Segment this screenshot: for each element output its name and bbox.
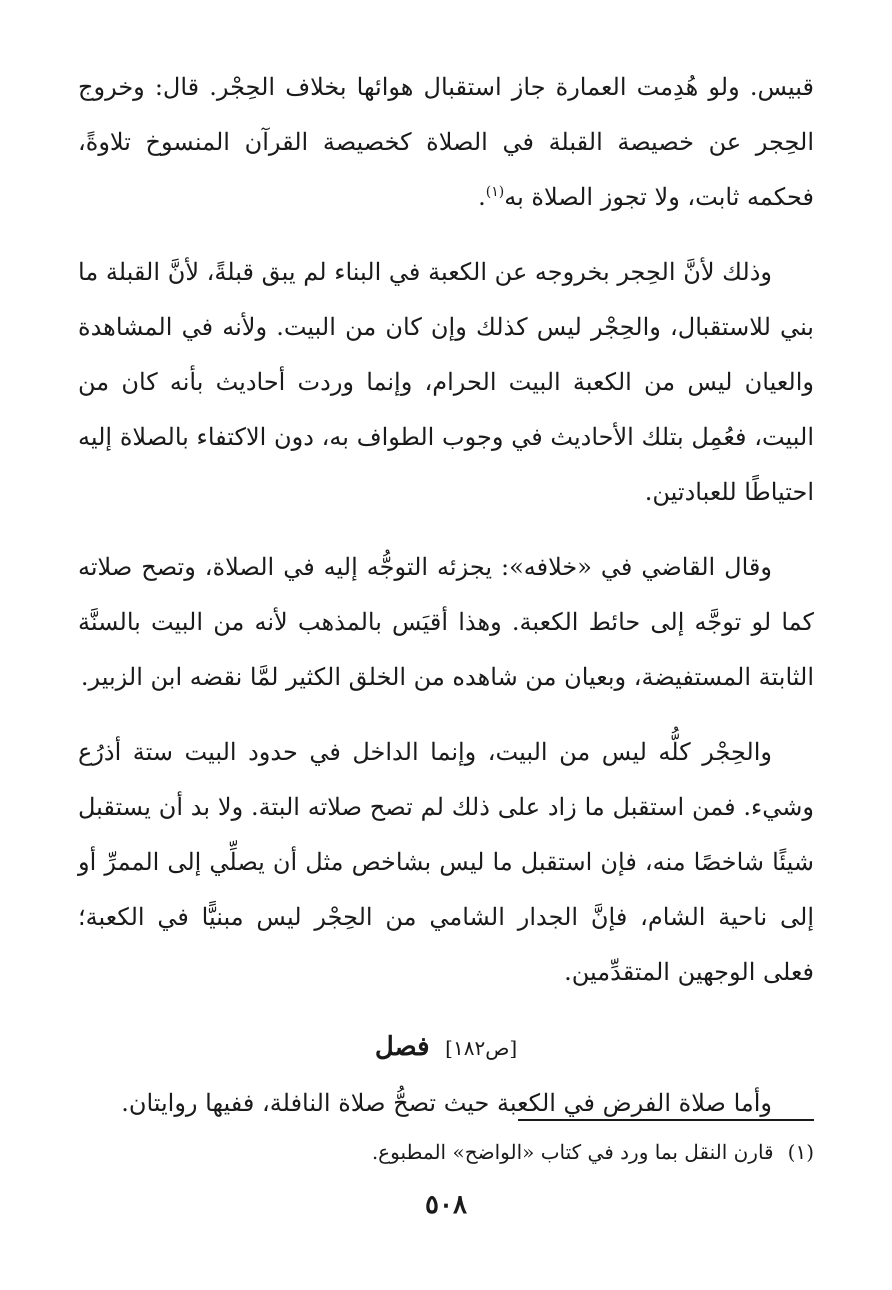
page-number: ٥٠٨ (425, 1190, 467, 1220)
paragraph-1 (78, 60, 814, 225)
paragraph-2: وذلك لأنَّ الحِجر بخروجه عن الكعبة في البناء لم يبق قبلةً، لأنَّ القبلة ما بني للاستقبال، والحِجْر ليس كذلك وإن كان من البيت. ولأنه في المشاهدة والعيان ليس من الكعبة البيت الحرام، وإنما وردت أحاديث بأنه كان من البيت، فعُمِل بتلك الأحاديث في وجوب الطواف به، دون الاكتفاء بالصلاة إليه احتياطًا للعبادتين. (78, 258, 814, 506)
page-reference: [ص١٨٢] (445, 1036, 518, 1060)
page-body (78, 60, 814, 1131)
footnote (78, 1135, 814, 1169)
paragraph-3: وقال القاضي في «خلافه»: يجزئه التوجُّه إليه في الصلاة، وتصح صلاته كما لو توجَّه إلى حائط الكعبة. وهذا أقيَس بالمذهب لأنه من البيت بالسنَّة الثابتة المستفيضة، وبعيان من شاهده من الخلق الكثير لمَّا نقضه ابن الزبير. (78, 553, 814, 691)
footnote-number: (١) (787, 1140, 814, 1164)
paragraph-5: وأما صلاة الفرض في الكعبة حيث تصحُّ صلاة النافلة، ففيها روايتان. (121, 1089, 772, 1117)
footnote-divider (518, 1119, 814, 1121)
section-title: فصل (374, 1032, 430, 1062)
section-heading (78, 1020, 814, 1076)
paragraph-1-text: قبيس. ولو هُدِمت العمارة جاز استقبال هوائها بخلاف الحِجْر. قال: وخروج الحِجر عن خصيصة القبلة في الصلاة كخصيصة القرآن المنسوخ تلاوةً، فحكمه ثابت، ولا تجوز الصلاة به (78, 73, 814, 211)
paragraph-4: والحِجْر كلُّه ليس من البيت، وإنما الداخل في حدود البيت ستة أذرُع وشيء. فمن استقبل ما زاد على ذلك لم تصح صلاته البتة. ولا بد أن يستقبل شيئًا شاخصًا منه، فإن استقبل ما ليس بشاخص مثل أن يصلِّي إلى الممرِّ أو إلى ناحية الشام، فإنَّ الجدار الشامي من الحِجْر ليس مبنيًّا في الكعبة؛ فعلى الوجهين المتقدِّمين. (78, 738, 814, 986)
paragraph-1-end: . (478, 183, 486, 211)
footnote-text: قارن النقل بما ورد في كتاب «الواضح» المطبوع. (371, 1140, 774, 1164)
footnote-marker[interactable]: (١) (485, 184, 505, 200)
